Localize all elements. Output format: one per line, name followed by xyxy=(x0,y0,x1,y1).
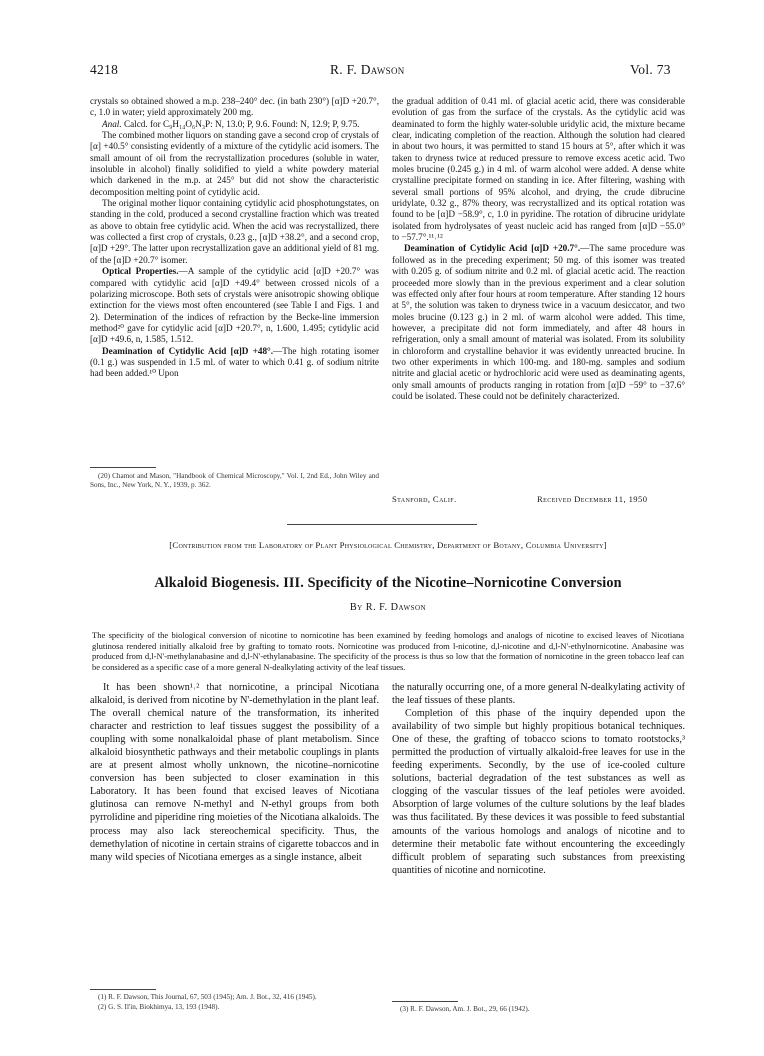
paragraph: the naturally occurring one, of a more general N-dealkylating activity of the leaf tissues of these plants. xyxy=(392,682,685,707)
deamination-paragraph xyxy=(392,243,685,402)
section-text: —The same procedure was followed as in the preceding experiment; 50 mg. of this isomer was treated with 0.205 g. of sodium nitrite and 0.2 ml. of glacial acetic acid. The reaction proceeded more slowly than in the previous experiment and a clear solution was effected only after four hours at room temperature. After standing 12 hours at 5°, the solution was taken to dryness twice in a vacuum desiccator, and two moles brucine (0.123 g.) in 2 ml. of warm alcohol were added. This time, however, a precipitate did not form immediately, and after 48 hours in refrigeration, only a small amount of material was isolated. From its solubility in chloroform and crystalline behavior it was evidently unreacted brucine. In two other experiments in which 100-mg. and 180-mg. samples and sodium nitrite and glacial acetic or hydrochloric acid were used as deaminating agents, only small amounts of products ranging in rotation from [α]D −59° to −37.6° could be isolated. These could not be definitely characterized. xyxy=(392,243,685,401)
analysis-text: Calcd. for C₉H₁₄O₆N₃P: N, 13.0; P, 9.6. Found: N, 12.9; P, 9.75. xyxy=(121,118,360,129)
analysis-paragraph xyxy=(90,119,379,130)
footnote-20 xyxy=(90,472,379,491)
location-signature: Stanford, Calif. xyxy=(392,494,457,504)
section-text: —The high rotating isomer (0.1 g.) was suspended in 1.5 ml. of water to which 0.41 g. of sodium nitrite had been added.¹⁰ Upon xyxy=(90,345,379,379)
page-number: 4218 xyxy=(90,62,119,77)
footnote-text: (3) R. F. Dawson, Am. J. Bot., 29, 66 (1942). xyxy=(400,1005,530,1013)
volume-label: Vol. 73 xyxy=(630,62,671,77)
footnote-1: (1) R. F. Dawson, This Journal, 67, 503 (1945); Am. J. Bot., 32, 416 (1945). xyxy=(98,993,317,1001)
institution-line: [Contribution from the Laboratory of Plant Physiological Chemistry, Department of Botany, Columbia University] xyxy=(169,540,607,550)
received-date: Received December 11, 1950 xyxy=(537,494,648,504)
abstract: The specificity of the biological conversion of nicotine to nornicotine has been examined by feeding homologs and analogs of nicotine to excised leaves of Nicotiana glutinosa rendered initially alkaloid free by grafting to tomato roots. Nornicotine was produced from l-nicotine, d,l-nicotine and d,l-N'-ethylnornicotine. Anabasine was produced from d,l-N'-methylanabasine and d,l-N'-ethylanabasine. The specificity of the process is thus so low that the formation of nornicotine in the green tobacco leaf can be considered as a specific case of a more general N-dealkylating activity of the leaf tissues. xyxy=(92,630,684,672)
footnote-text: (20) Chamot and Mason, "Handbook of Chemical Microscopy," Vol. I, 2nd Ed., John Wiley and Sons, Inc., New York, N. Y., 1939, p. 362. xyxy=(90,472,379,489)
article-title: Alkaloid Biogenesis. III. Specificity of the Nicotine–Nornicotine Conversion xyxy=(154,575,622,591)
article-separator xyxy=(287,524,477,525)
upper-left-column xyxy=(90,96,379,380)
optical-properties-paragraph xyxy=(90,266,379,345)
paragraph: crystals so obtained showed a m.p. 238–240° dec. (in bath 230°) [α]D +20.7°, c, 1.0 in water; yield approximately 200 mg. xyxy=(90,96,379,118)
footnote-rule xyxy=(90,989,156,990)
deamination-paragraph xyxy=(90,346,379,380)
footnote-rule xyxy=(90,467,156,468)
section-heading: Optical Properties. xyxy=(102,266,179,277)
footnote-2: (2) G. S. Il'in, Biokhimya, 13, 193 (1948). xyxy=(98,1003,220,1011)
footnote-3 xyxy=(392,1005,685,1015)
lower-right-column xyxy=(392,681,685,877)
footnotes-1-2 xyxy=(90,993,379,1013)
paragraph: the gradual addition of 0.41 ml. of glacial acetic acid, there was considerable evolution of gas from the surface of the crystals. As the cytidylic acid was deaminated to form the highly water-soluble uridylic acid, the mixture became clear, indicating completion of the reaction. Although the solution had cleared in about two hours, it was permitted to stand 15 hours at 5°, after which it was taken to dryness twice at reduced pressure to remove excess acetic acid. Two moles brucine (0.245 g.) in 4 ml. of warm alcohol were added. A dense white crystalline precipitate formed on standing in ice. After filtering, washing with several small portions of 95% alcohol, and drying, the crude dibrucine uridylate, 0.32 g., 87% theory, was recrystallized and its optical rotation was found to be [α]D −58.9°, c, 1.0 in pyridine. The rotation of dibrucine uridylate isolated from hydrolysates of yeast nucleic acid has ranged from [α]D −55.0° to −57.7°.¹¹˒¹² xyxy=(392,96,685,243)
byline: By R. F. Dawson xyxy=(349,602,427,613)
lower-left-column xyxy=(90,681,379,864)
paragraph: The original mother liquor containing cytidylic acid phosphotungstates, on standing in the cold, produced a second crystalline fraction which was treated as above to obtain free cytidylic acid. When the acid was recrystallized, there was collected a first crop of crystals, 0.23 g., [α]D +38.2°, and a second crop, [α]D +29°. The latter upon recrystallization gave an additional yield of 81 mg. of the [α]D +20.7° isomer. xyxy=(90,198,379,265)
paragraph: Completion of this phase of the inquiry depended upon the availability of two simple but highly propitious botanical techniques. One of these, the grafting of tobacco scions to tomato rootstocks,³ permitted the production of virtually alkaloid-free leaves for use in the feeding experiments. Secondly, by the use of ice-cooled culture solutions, bacterial degradation of the test substances as well as clogging of the vascular tissues of the leaf petioles were avoided. Absorption of large volumes of the culture solutions by the leaf blades was thus facilitated. By these devices it was possible to feed substantial amounts of the various homologs and analogs of nicotine and to determine their metabolic fate without encountering the exceedingly difficult problem of separating such substances from preexisting quantities of nicotine and nornicotine. xyxy=(392,708,685,876)
paragraph: It has been shown¹˒² that nornicotine, a principal Nicotiana alkaloid, is derived from nicotine by N'-demethylation in the plant leaf. The overall chemical nature of the transformation, its inherited character and restriction to leaf tissues suggest the possibility of a coupling with some nonalkaloidal phase of plant metabolism. Since alkaloid biosynthetic pathways and their metabolic couplings in plants are at present almost wholly unknown, the nicotine–nornicotine conversion has been subjected to closer examination in this Laboratory. It has been found that excised leaves of Nicotiana glutinosa can remove N-methyl and N-ethyl groups from both pyrrolidine and piperidine ring moieties of the Nicotiana alkaloids. The process may also lack stereochemical specificity. Thus, the demethylation of nicotine in certain strains of cigarette tobaccos and in many wild species of Nicotiana emerges as a single instance, albeit xyxy=(90,682,379,863)
upper-right-column xyxy=(392,96,685,402)
section-heading: Deamination of Cytidylic Acid [α]D +48°. xyxy=(102,345,274,356)
section-text: —A sample of the cytidylic acid [α]D +20.7° was compared with cytidylic acid [α]D +49.4° between crossed nicols of a polarizing microscope. Both sets of crystals were anisotropic showing oblique extinction for the views most often encountered (see Table I and Figs. 1 and 2). Determination of the indices of refraction by the Becke-line immersion method²⁰ gave for cytidylic acid [α]D +20.7°, n, 1.600, 1.495; cytidylic acid [α]D +49.6, n, 1.585, 1.512. xyxy=(90,266,379,345)
running-head-author: R. F. Dawson xyxy=(330,62,405,77)
section-heading: Deamination of Cytidylic Acid [α]D +20.7°. xyxy=(404,243,581,254)
analysis-label: Anal. xyxy=(102,118,122,129)
footnote-rule xyxy=(392,1001,458,1002)
paragraph: The combined mother liquors on standing gave a second crop of crystals of [α] +40.5° consisting evidently of a mixture of the cytidylic acid isomers. The small amount of oil from the recrystallization procedures (soluble in water, insoluble in alcohol) finally solidified to yield a white powdery material which darkened in the m.p. at 245° but did not show the characteristic decomposition melting point of cytidylic acid. xyxy=(90,130,379,197)
